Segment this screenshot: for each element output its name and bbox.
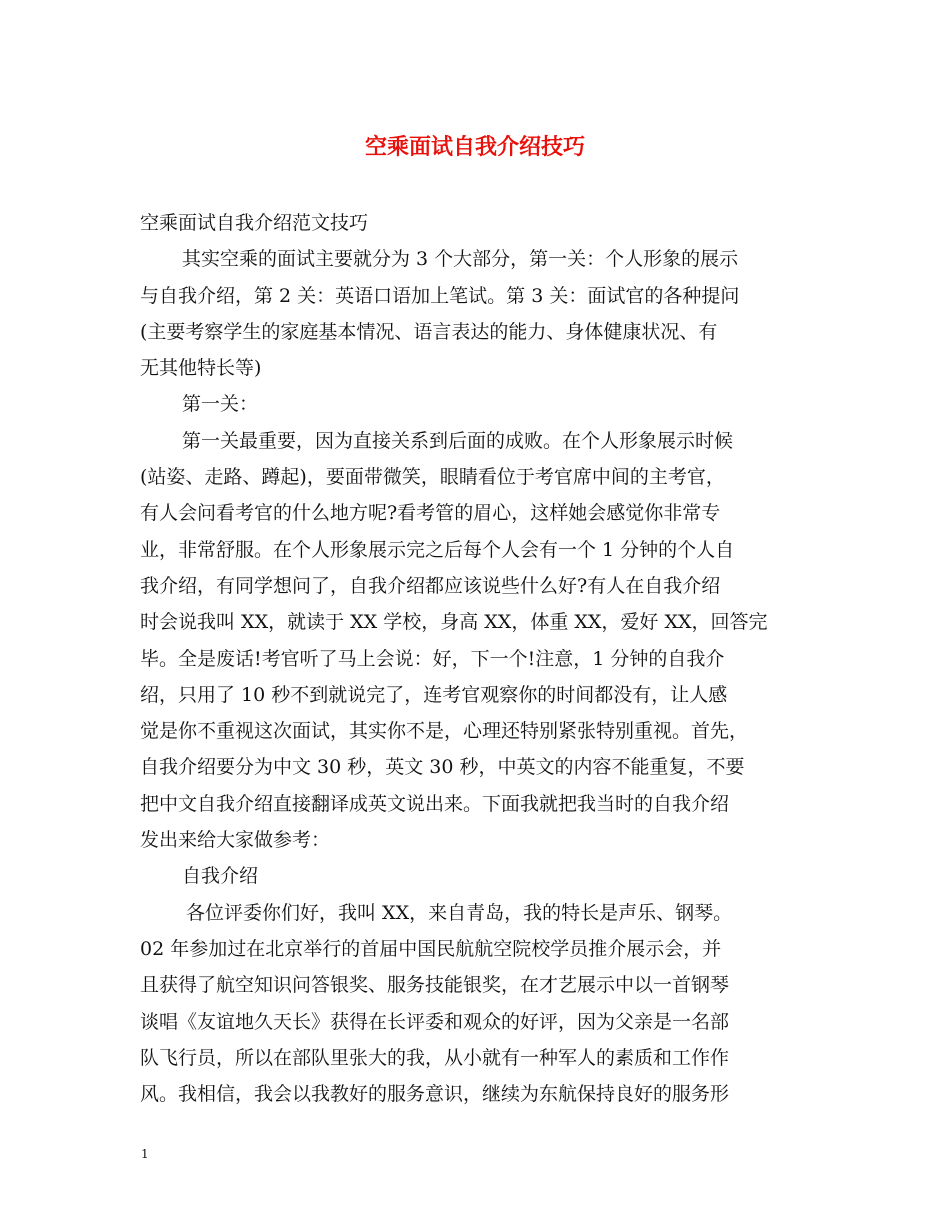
body-line: 第一关最重要，因为直接关系到后面的成败。在个人形象展示时候 bbox=[182, 429, 734, 452]
body-line: 有人会问看考官的什么地方呢?看考管的眉心，这样她会感觉你非常专 bbox=[140, 502, 721, 525]
body-line: 时会说我叫 XX，就读于 XX 学校，身高 XX，体重 XX，爱好 XX，回答完 bbox=[140, 611, 768, 634]
body-line: 风。我相信，我会以我教好的服务意识，继续为东航保持良好的服务形 bbox=[140, 1083, 730, 1106]
body-line: 队飞行员，所以在部队里张大的我，从小就有一种军人的素质和工作作 bbox=[140, 1046, 730, 1069]
body-line: 第一关： bbox=[182, 393, 259, 416]
body-line: 业，非常舒服。在个人形象展示完之后每个人会有一个 1 分钟的个人自 bbox=[140, 538, 735, 561]
body-line: 各位评委你们好，我叫 XX，来自青岛，我的特长是声乐、钢琴。 bbox=[186, 901, 733, 924]
body-line: 无其他特长等) bbox=[140, 357, 262, 380]
body-line: 其实空乘的面试主要就分为 3 个大部分，第一关：个人形象的展示 bbox=[182, 248, 739, 271]
body-line: 绍，只用了 10 秒不到就说完了，连考官观察你的时间都没有，让人感 bbox=[140, 683, 728, 706]
body-line: 发出来给大家做参考： bbox=[140, 829, 331, 852]
document-title: 空乘面试自我介绍技巧 bbox=[364, 135, 585, 160]
body-line: (站姿、走路、蹲起)，要面带微笑，眼睛看位于考官席中间的主考官， bbox=[140, 466, 725, 489]
body-line: 把中文自我介绍直接翻译成英文说出来。下面我就把我当时的自我介绍 bbox=[140, 792, 730, 815]
body-line: 与自我介绍，第 2 关：英语口语加上笔试。第 3 关：面试官的各种提问 bbox=[140, 284, 740, 307]
body-line: 毕。全是废话!考官听了马上会说：好，下一个!注意，1 分钟的自我介 bbox=[140, 647, 725, 670]
body-line: 谈唱《友谊地久天长》获得在长评委和观众的好评，因为父亲是一名部 bbox=[140, 1010, 730, 1033]
body-line: 觉是你不重视这次面试，其实你不是，心理还特别紧张特别重视。首先， bbox=[140, 720, 749, 743]
body-line: 且获得了航空知识问答银奖、服务技能银奖，在才艺展示中以一首钢琴 bbox=[140, 974, 730, 997]
body-line: (主要考察学生的家庭基本情况、语言表达的能力、身体健康状况、有 bbox=[140, 320, 718, 343]
body-line: 自我介绍 bbox=[182, 865, 259, 888]
page-number: 1 bbox=[141, 1147, 149, 1161]
body-line: 02 年参加过在北京举行的首届中国民航航空院校学员推介展示会，并 bbox=[140, 937, 722, 960]
document-body bbox=[140, 205, 830, 1112]
body-line: 自我介绍要分为中文 30 秒，英文 30 秒，中英文的内容不能重复，不要 bbox=[140, 756, 745, 779]
body-line: 我介绍，有同学想问了，自我介绍都应该说些什么好?有人在自我介绍 bbox=[140, 574, 721, 597]
body-line: 空乘面试自我介绍范文技巧 bbox=[140, 212, 369, 234]
